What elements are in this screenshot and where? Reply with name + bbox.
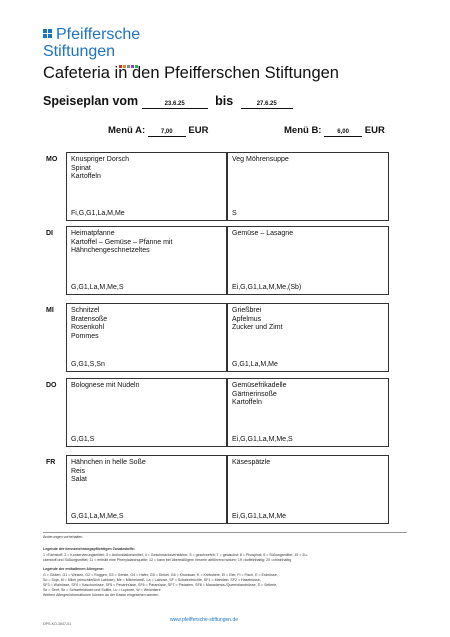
day-label: DO [46, 382, 57, 389]
menu-a-label: Menü A: [108, 125, 146, 136]
dish-text: Hähnchen in helle Soße Reis Salat [71, 459, 146, 484]
allergens-line-5: Weitere Allergeninformationen können an der Kasse eingesehen werden. [43, 593, 160, 597]
allergen-codes: S [232, 210, 237, 217]
menu-b-price-line [284, 125, 385, 137]
day-label: MO [46, 156, 58, 163]
allergens-line-3: SF3 = Walnüsse, SF4 = Kaschunüsse, SF5 = Pecannüsse, SF6 = Paranüsse, SF7 = Pistazien, SF8 = Macadamia-/Queenslandnüsse, S = Sellerie, [43, 583, 278, 587]
footer-divider [43, 532, 407, 533]
logo-mark-icon [43, 29, 53, 39]
dish-text: Bolognese mit Nudeln [71, 382, 140, 389]
menu-a-cell [66, 303, 227, 372]
brand-name-line2: Stiftungen [43, 43, 116, 60]
menu-a-cell [66, 226, 227, 295]
menu-b-cell [227, 152, 389, 221]
dish-text: Grießbrei Apfelmus Zucker und Zimt [232, 307, 283, 332]
menu-a-currency: EUR [188, 125, 209, 136]
changes-note: Änderungen vorbehalten. [43, 535, 84, 539]
menu-b-cell [227, 226, 389, 295]
dish-text: Veg Möhrensuppe [232, 156, 289, 163]
additives-line-1: 1 =Farbstoff; 2 = Konservierungsmittel; 3 = Antioxidationsmittel; 4 = Geschmacksverstärker; 5 = geschwefelt; 7 = gewachst; 8 = Phosphat; 9 = Süßungsmittel; 10 = Zu- [43, 553, 308, 557]
plan-date-line [43, 94, 293, 109]
allergen-codes: Fi,G,G1,La,M,Me [71, 210, 125, 217]
additives-title [43, 547, 135, 551]
allergens-line-2: So = Soja, M = Milch (einschließlich Laktose), Me = Milcheiweiß, La = Laktose, SF = Schalenfrüchte, SF1 = Mandeln, SF2 = Haselnüsse, [43, 578, 261, 582]
allergens-line-1: G = Gluten, G1 = Weizen, G2 = Roggen, G3 = Gerste, G4 = Hafer, G5 = Dinkel, G6 = Khorasan, K = Krebstiere, Ei = Eier, Fi = Fisch, E = Erdnüsse, [43, 573, 278, 577]
brand-logo [43, 26, 183, 62]
plan-sep: bis [215, 94, 234, 108]
dish-text: Heimatpfanne Kartoffel – Gemüse – Pfanne mit Hähnchengeschnetzeltes [71, 230, 173, 255]
menu-b-price: 6,00 [324, 128, 362, 137]
dish-text: Schnitzel Bratensoße Rosenkohl Pommes [71, 307, 108, 340]
allergen-codes: Ei,G,G1,La,M,Me,S [232, 436, 293, 443]
menu-a-cell [66, 378, 227, 447]
allergen-codes: G,G1,S,Sn [71, 361, 105, 368]
additives-line-2: ckerstoff und Süßungsmittel; 11 = enthält eine Phenylalaninquelle; 12 = kann bei übermäßigem Verzehr abführend wirken; 19 =koffeinhaltig; 20 =chininhaltig [43, 558, 292, 562]
allergen-codes: Ei,G,G1,La,M,Me [232, 513, 287, 520]
menu-b-currency: EUR [364, 125, 385, 136]
dish-text: Gemüsefrikadelle Gärtnerinsoße Kartoffeln [232, 382, 287, 407]
menu-b-cell [227, 455, 389, 524]
menu-b-label: Menü B: [284, 125, 322, 136]
menu-a-cell [66, 152, 227, 221]
allergen-codes: Ei,G,G1,La,M,Me,(Sb) [232, 284, 302, 291]
plan-label: Speiseplan vom [43, 94, 139, 108]
brand-name-line1: Pfeiffersche [56, 26, 141, 43]
dish-text: Gemüse – Lasagne [232, 230, 294, 237]
allergen-codes: G,G1,La,M,Me,S [71, 513, 124, 520]
page-title: Cafeteria in den Pfeifferschen Stiftungen [43, 64, 339, 82]
menu-a-price: 7,00 [148, 128, 186, 137]
allergens-title-text: Legende der enthaltenen Allergene: [43, 567, 104, 571]
menu-b-cell [227, 303, 389, 372]
dish-text: Käsespätzle [232, 459, 271, 466]
document-id: DPS-KO-3547-01 [43, 622, 72, 626]
allergen-codes: G,G1,La,M,Me,S [71, 284, 124, 291]
menu-a-cell [66, 455, 227, 524]
additives-title-text: Legende der kennzeichnungspflichtigen Zusatzstoffe: [43, 547, 136, 551]
plan-from-date: 23.6.25 [142, 100, 208, 109]
dish-text: Knuspriger Dorsch Spinat Kartoffeln [71, 156, 129, 181]
allergen-codes: G,G1,S [71, 436, 95, 443]
day-label: FR [46, 459, 56, 466]
day-label: DI [46, 230, 53, 237]
website-link[interactable]: www.pfeiffersche-stiftungen.de [170, 617, 239, 623]
menu-b-cell [227, 378, 389, 447]
day-label: MI [46, 307, 54, 314]
allergens-line-4: Se = Senf, Sn = Schwefeldioxid und Sulfite, Lu = Lupinen, W = Weichtiere [43, 588, 161, 592]
menu-a-price-line [108, 125, 208, 137]
allergens-title [43, 567, 104, 571]
allergen-codes: G,G1,La,M,Me [232, 361, 278, 368]
plan-to-date: 27.6.25 [241, 100, 293, 109]
